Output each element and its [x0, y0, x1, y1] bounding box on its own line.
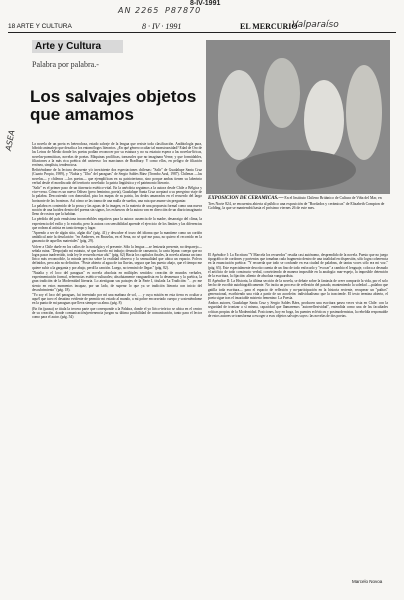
- article-column-left: [32, 142, 202, 320]
- paragraph: El Apéndice II: La Historia, la última sección de la novela, se debate sobre la fantasía de creer compartir la vida, por el solo hecho de escribir autobiográficamente. No incita un proceso de reflexión del pasado, manteniendo la soledad —palabra que gatilla toda escritura— para el espacio de reflexión y no-participación en la historia reciente, recuperar un "pathos" generacional, escribiendo una vida a partir de un acordeón: individualismo que la trasciende. El texto termina abierto, el poeta sigue tras el insaciable misterio femenino: La Poesía.: [208, 279, 388, 301]
- paragraph: (En fin (pausa) se titula la tercera parte que corresponde a la Palabra, donde el yo lírico-teórico se ubica en el centro de su creación, donde comunicación/pertenencia juegan su última posibilidad de comunicación, tanto para el lector como para el autor. (pág. 54): [32, 306, 202, 319]
- handwritten-place: Valparaíso: [292, 20, 339, 30]
- paragraph: La palabra es contenido de la prosa y las aguas de la imagen, es la materia de una propuesta formal como una nueva noción de una lucidez dentro del poema sin signos, los esfuerzos de la autora van en dirección de un diario imaginario lleno de rostros que la habitan.: [32, 203, 202, 217]
- photo-caption: [208, 196, 388, 211]
- article-column-right: [208, 253, 388, 319]
- paragraph: Ambos autores, Guadalupe Santa Cruz y Sergio Saldes Báez, producen una escritura pasea veces vista en Chile: con la seguridad de ironizar a sí misma, capacidad que llamaremos "autorreflexividad", entendida como una de las facultades críticas propias de la Modernidad. Posiciones, hoy en boga, los puentes eclécticos y postmodernistas, la rebeldía responsable de estos autores se transforma a escoger a esos objetos salvajes suyos: las novelas de dos poetas.: [208, 301, 388, 318]
- handwritten-code: AN 2265: [118, 6, 160, 15]
- header-date: 8 · IV · 1991: [142, 22, 182, 31]
- page-header: [8, 22, 396, 33]
- paragraph: "Aprendo a ser de algún sitio, algún día" (pág. 41) y descubre el trozo del idioma que la mantiene como un cordón umbilical ante la desolación: "en Amberes, en Bruselas, en el Sena, no sé qué me pasa, no quiero el recorrido en la ganancia de aquellos materiales" (pág. 29).: [32, 231, 202, 244]
- paragraph: "Yo soy el loco del paraguas, fui inventado por mí una mañana de sol, … y cuya misión en esta tierra es ocultar a aquél que tuvo el desatino evidente de permitir mi estado al mundo, a mi pobre encorsetado cuerpo y sosteniéndome en la punta de mi paraguas que lleva siempre su alma. (pág. 8): [32, 292, 202, 306]
- kicker: Palabra por palabra.-: [32, 60, 99, 69]
- paragraph: "Natalia y el loco del paraguas" es novela absoluta en múltiples sentidos: creación de mundos verbales, experimentación formal, referencias estético-culturales; absolutamente vanguardista en la desmesura y la poética, la gran tradición de la Modernidad literaria. Lo atestiguan sus paisajes de la Parte I, titulada La Tradición: "…yo me siento en estos momentos incapaz, por un lado, de superar lo que ya se tradición literaria con inicio del descubrimiento" (pág. 18).: [32, 270, 202, 292]
- paragraph: El Apéndice I: La Escritura "Y Marcela los recuerdos" resulta casi autónomo, desprendido de la novela. Puesto que no juego tipográfico de cordones y portentos que tomaban cada fragmento dentro de una totalidad en dispersión, sólo logra coherencia en la enunciación poética: "Y recuerda que todo se confunde en esa ciudad de palabras, de tantas voces sólo era mi voz." (pág. 65). Este especialmente descrito cuenta de un fino de todo enfocarlo y "evocar" a cambio el lenguaje, coloca a desnudo el artificio de todo constructo verbal, convirtiendo de manera imposible en la analogía: mar-espejo, la imposible detención de la escritura, la fijación: aliento de absoluta vanguardista.: [208, 253, 388, 279]
- paragraph: La pérdida del país emulsiona inconcebibles negativos para la autora: ausencia de la madre, desarraigo del clima, la experiencia del exilio y lo extraño, pero la autora con sensibilidad aprende el ejercicio de los límites y las diferencias que rodean al artista en tanto tiempo y lugar.: [32, 217, 202, 230]
- caption-text: En el Instituto Chileno Británico de Cultura de Viña del Mar, en Tres Norte 824, se encuentra abierta al público una exposición de "Bordados y cerámicas" de Elizabeth Compton de Golding, la que se mantendrá hasta el próximo viernes 26 de este mes.: [208, 196, 385, 211]
- paragraph: La novela de un poeta es heterodoxa, estado salvaje de la lengua que resiste toda clasificación. Antibiología pura, híbrido animalejo que desafía a los entomólogos literarios. ¿En qué género ocultar tal monstruosidad? Edad de Oro de las Letras de Medio donde los poetas podían reconocer por su estatura y no su estatuto espera a las novelas-líricas, novelas-poemáticas, novelas de poetas. Máquinas prolíficas, tornasoles que no imaginara Verne, y que formidables, filiaciones a la más rica poética del universo: los marcianos de Bradbury. Y como ellos, en peligro de filiación errónea, simplista, tendenciosa.: [32, 142, 202, 168]
- section-label: Arte y Cultura: [32, 40, 123, 53]
- newspaper-name: EL MERCURIO: [240, 22, 298, 31]
- handwritten-number: P87870: [165, 6, 202, 15]
- article-title: Los salvajes objetos que amamos: [30, 87, 197, 124]
- date-stamp: 8-IV-1991: [190, 0, 221, 7]
- paragraph: Refiriéndome de la lectura descuente y/o inexistente dos espectaciones chilenas: "Salir" de Guadalupe Santa Cruz (Cuarto Propio, 1989), y "Nubia y "Ubo" del paraguas" de Sergio Saldes Báez (Trombo Azul, 1987). Chilenas —las novelas— y chilenos —los poetas— que ejemplifican en su patrioterismo, sino porque ambas tienen su laberinto verbal desde el mordiscado del territorio novelado: la patria lingüística y el patrimonio literario.: [32, 168, 202, 185]
- paragraph: "Salir" es el primer paso de un itinerario estético-vital. En la anécdota seguimos a la autora desde Chile a Bélgica y vice-versa. Cómo es un nuevo Odiseo (pero feminino, poeta), Guadalupe Santa Cruz aceptará a su peregrino viaje de la palabra. Descosiendo con donosidad, pisa los mapas de su patria, los dedos amarrados en el recuerdo del largo horizonte de las fronteras. Así cómo se las trama de una malla de sueños, una ruta que asume sin preguntar.: [32, 186, 202, 203]
- byline: Marcelo Novoa: [352, 579, 383, 584]
- ceramics-photo: [206, 40, 390, 194]
- header-section: 18 ARTE Y CULTURA: [8, 23, 72, 30]
- paragraph: Volver a Chile duele en los callos de la nostalgia y el presente. Sólo la lengua —se lenizaría presente, no desparejo— señala ruina. "Despojado mi estatuto, sé que hacerlo mi trabajo; desnudo de cansancio, la carta lejana: cuerpo que no logra pasar inadvertido, toda ley le recuerda estar ahí." (pág. 62) Hacia los capítulos finales, la novela afianza un tono lírico más reconocible, la mirada precisa sobre la realidad observa y la sensualidad que ubica un espacio. Polvos definidos, pero aún no definitiva. "Poste abierto al agua de tus lluvias, segura que has puesto abajo, que el tiempo me quiere subir a la garganta y por abajo, perdí la canción. Luego, no terminó de llegar." (pág. 82).: [32, 244, 202, 270]
- caption-lead: EXPOSICION DE CERAMICAS.—: [208, 196, 284, 201]
- handwritten-side-note: ASEA: [4, 129, 17, 152]
